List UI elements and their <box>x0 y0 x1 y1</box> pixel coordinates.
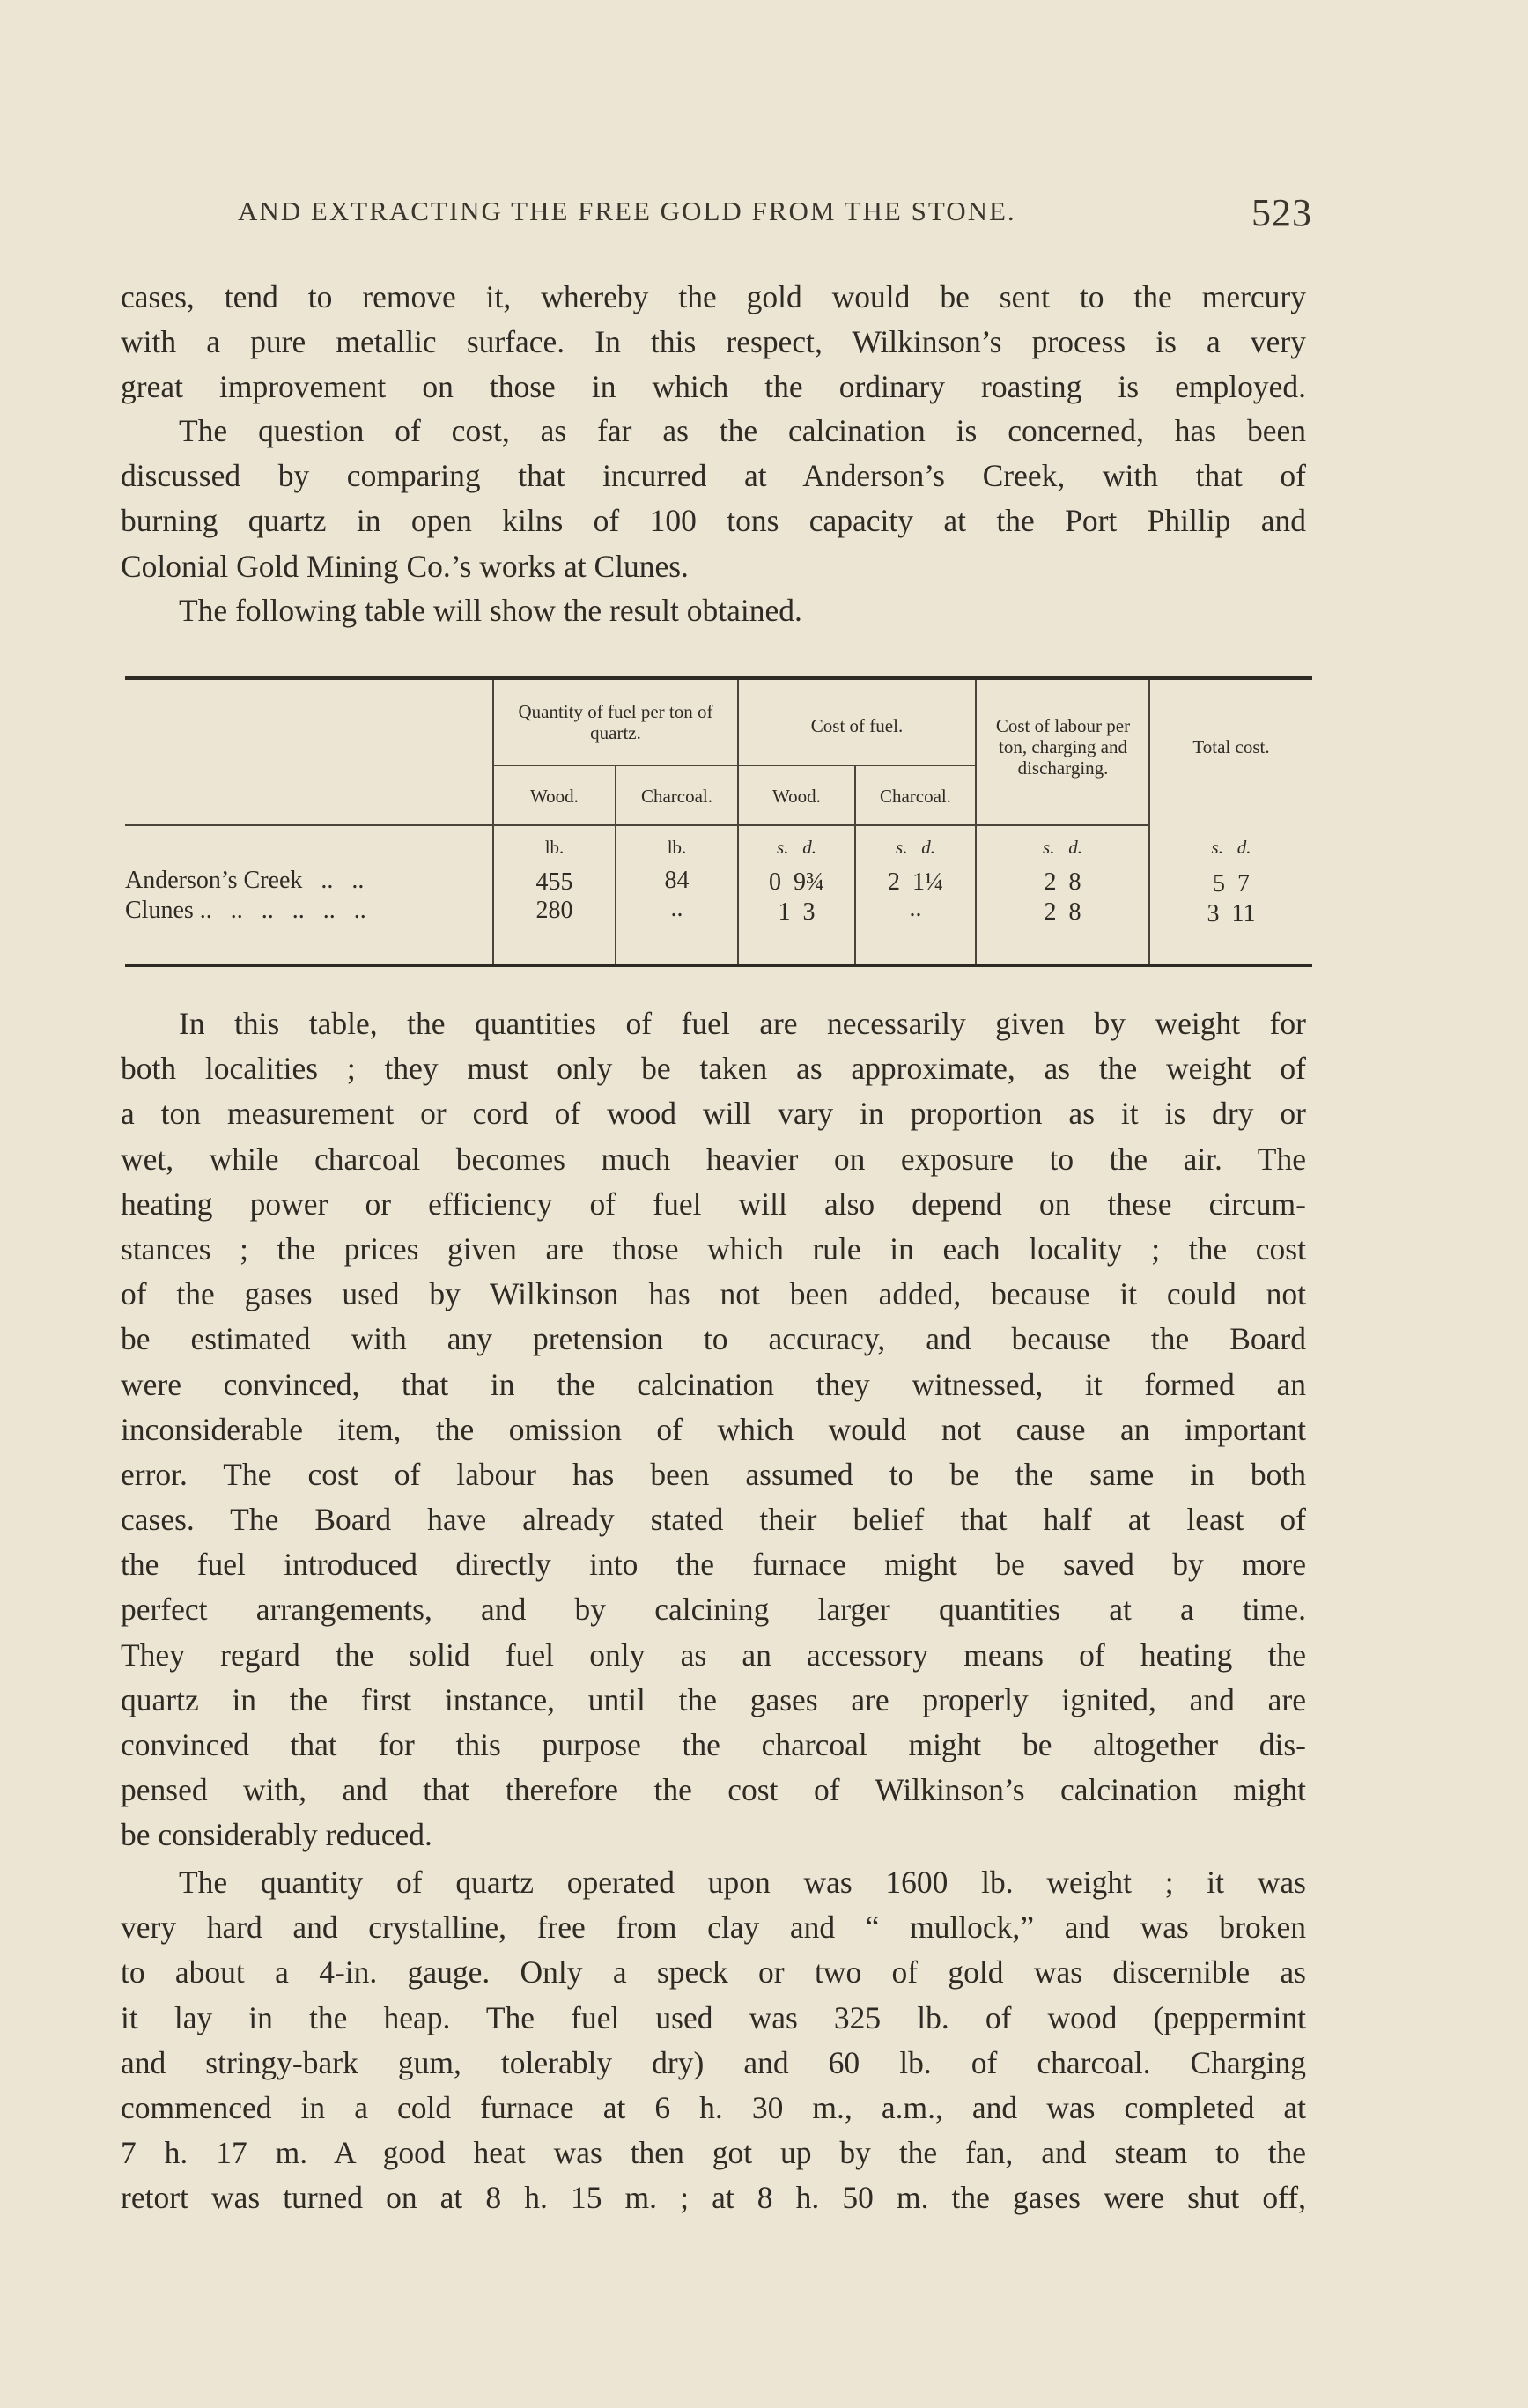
subheader-wood-cost: Wood. <box>772 786 821 807</box>
text-line: with a pure metallic surface. In this respect, Wilkinson’s process is a very <box>121 324 1306 360</box>
text-line: both localities ; they must only be taken as approximate, as the weight of <box>121 1051 1306 1087</box>
header-bottom-rule <box>125 824 1148 826</box>
text-line: perfect arrangements, and by calcining larger quantities at a time. <box>121 1592 1306 1628</box>
subheader-charcoal-cost: Charcoal. <box>879 786 952 807</box>
table-cell: 455 <box>535 868 573 896</box>
text-line: a ton measurement or cord of wood will vary in proportion as it is dry or <box>121 1096 1306 1132</box>
table-cell: 84 <box>664 867 690 894</box>
table-row-label: Anderson’s Creek .. .. <box>125 867 365 894</box>
unit-sd: s. d. <box>1211 837 1251 858</box>
text-line: In this table, the quantities of fuel are necessarily given by weight for <box>179 1006 1306 1041</box>
table-cell: 280 <box>535 897 573 924</box>
unit-sd: s. d. <box>777 837 816 858</box>
text-line: and stringy-bark gum, tolerably dry) and 60 lb. of charcoal. Charging <box>121 2044 1306 2080</box>
table-top-rule <box>125 676 1312 680</box>
text-line: be considerably reduced. <box>121 1817 432 1853</box>
text-line: commenced in a cold furnace at 6 h. 30 m., a.m., and was completed at <box>121 2089 1306 2125</box>
unit-lb: lb. <box>544 837 565 858</box>
unit-sd: s. d. <box>896 837 935 858</box>
page-number: 523 <box>1251 191 1312 234</box>
text-line: were convinced, that in the calcination they witnessed, it formed an <box>121 1366 1306 1402</box>
table-cell: 2 8 <box>1044 868 1081 896</box>
text-line: quartz in the first instance, until the gases are properly ignited, and are <box>121 1681 1306 1717</box>
fuel-cost-table <box>125 676 1312 967</box>
text-line: stances ; the prices given are those which rule in each locality ; the cost <box>121 1230 1306 1267</box>
text-line: discussed by comparing that incurred at Anderson’s Creek, with that of <box>121 458 1306 494</box>
header-subrule <box>492 765 975 766</box>
text-line: heating power or efficiency of fuel will also depend on these circum- <box>121 1186 1306 1222</box>
header-cost-fuel: Cost of fuel. <box>810 715 904 736</box>
text-line: the fuel introduced directly into the furnace might be saved by more <box>121 1547 1306 1583</box>
subheader-charcoal-qty: Charcoal. <box>640 786 713 807</box>
text-line: The question of cost, as far as the calcination is concerned, has been <box>179 413 1306 448</box>
subheader-wood-qty: Wood. <box>530 786 579 807</box>
table-cell: 3 11 <box>1207 900 1256 927</box>
table-cell: 2 8 <box>1044 898 1081 926</box>
table-cell: 2 1¼ <box>888 868 943 896</box>
text-line: burning quartz in open kilns of 100 tons capacity at the Port Phillip and <box>121 503 1306 539</box>
text-line: The following table will show the result obtained. <box>179 593 802 628</box>
text-line: wet, while charcoal becomes much heavier on exposure to the air. The <box>121 1141 1306 1177</box>
table-cell: .. <box>670 895 683 922</box>
text-line: very hard and crystalline, free from clay and “ mullock,” and was broken <box>121 1909 1306 1946</box>
table-bottom-rule <box>125 964 1312 967</box>
table-cell: 5 7 <box>1213 870 1250 897</box>
text-line: be estimated with any pretension to accuracy, and because the Board <box>121 1321 1306 1357</box>
text-line: error. The cost of labour has been assumed to be the same in both <box>121 1456 1306 1492</box>
paragraph-1 <box>121 275 1306 410</box>
running-header <box>238 191 1312 234</box>
unit-sd: s. d. <box>1043 837 1082 858</box>
table-cell: 0 9¾ <box>769 868 824 896</box>
text-line: 7 h. 17 m. A good heat was then got up by the fan, and steam to the <box>121 2135 1306 2171</box>
header-labour: Cost of labour per ton, charging and discharging. <box>995 715 1131 779</box>
text-line: it lay in the heap. The fuel used was 325 lb. of wood (peppermint <box>121 1999 1306 2035</box>
text-line: of the gases used by Wilkinson has not been added, because it could not <box>121 1276 1306 1312</box>
text-line: Colonial Gold Mining Co.’s works at Clunes. <box>121 548 689 584</box>
text-line: convinced that for this purpose the charcoal might be altogether dis- <box>121 1727 1306 1762</box>
table-row-label: Clunes .. .. .. .. .. .. <box>125 897 366 924</box>
table-cell: .. <box>909 895 922 922</box>
text-line: cases, tend to remove it, whereby the gold would be sent to the mercury <box>121 279 1306 314</box>
text-line: great improvement on those in which the ordinary roasting is employed. <box>121 369 1306 405</box>
header-total: Total cost. <box>1192 736 1270 757</box>
unit-lb: lb. <box>667 837 687 858</box>
paragraph-5 <box>121 1860 1306 2221</box>
text-line: inconsiderable item, the omission of which would not cause an important <box>121 1411 1306 1447</box>
paragraph-2 <box>121 409 1306 589</box>
text-line: pensed with, and that therefore the cost of Wilkinson’s calcination might <box>121 1772 1306 1808</box>
running-title: AND EXTRACTING THE FREE GOLD FROM THE STONE. <box>238 196 1016 226</box>
text-line: to about a 4-in. gauge. Only a speck or two of gold was discernible as <box>121 1954 1306 1991</box>
text-line: They regard the solid fuel only as an accessory means of heating the <box>121 1636 1306 1673</box>
paragraph-4 <box>121 1001 1306 1858</box>
text-line: retort was turned on at 8 h. 15 m. ; at 8 h. 50 m. the gases were shut off, <box>121 2180 1306 2216</box>
text-line: cases. The Board have already stated their belief that half at least of <box>121 1502 1306 1538</box>
text-line: The quantity of quartz operated upon was 1600 lb. weight ; it was <box>179 1865 1306 1900</box>
table-cell: 1 3 <box>778 898 816 926</box>
paragraph-3 <box>121 588 1306 633</box>
header-quantity: Quantity of fuel per ton of quartz. <box>518 701 713 744</box>
